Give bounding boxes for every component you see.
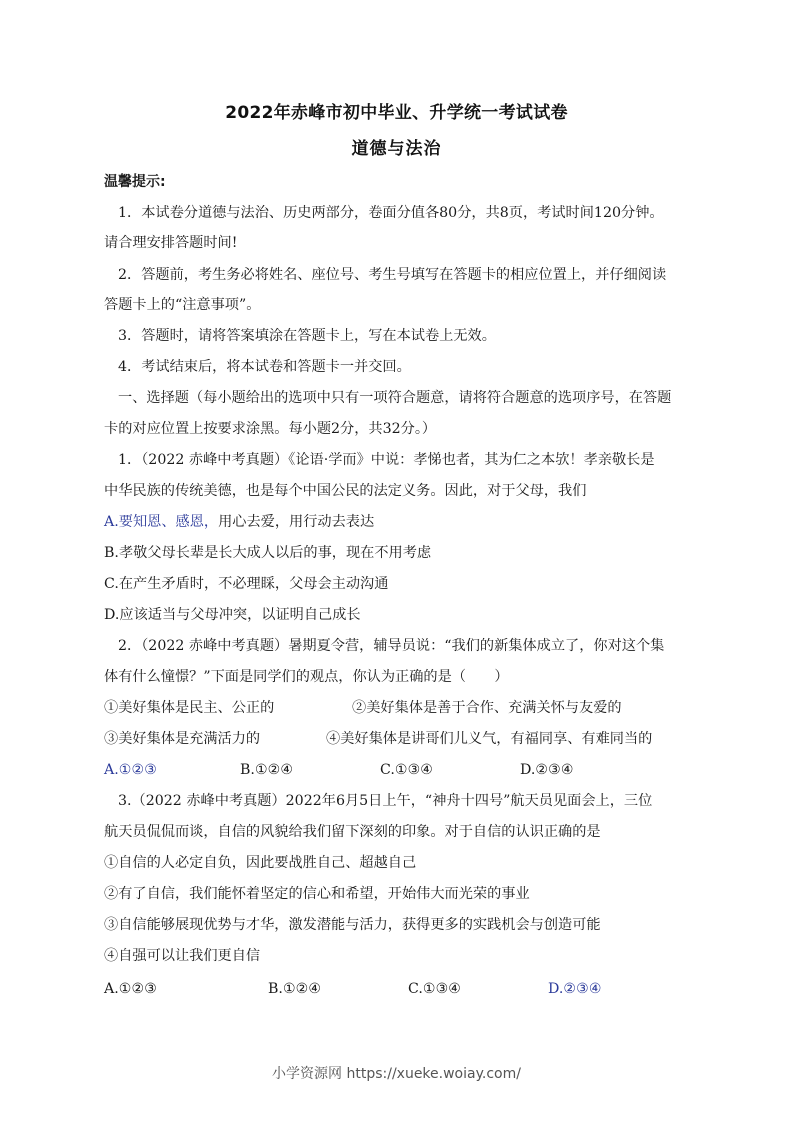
choice-text: ①②④ <box>254 762 294 778</box>
choice-text: ①②③ <box>118 981 157 997</box>
question-2-stem: 2．（2022 赤峰中考真题）暑期夏令营，辅导员说：“我们的新集体成立了，你对这个集 <box>118 638 665 654</box>
choice-label: A. <box>104 981 119 997</box>
choice-text: ①③④ <box>394 762 434 778</box>
question-2-stem-cont: 体有什么憧憬？”下面是同学们的观点，你认为正确的是（ ） <box>104 669 509 685</box>
question-3-stem: 3.（2022 赤峰中考真题）2022年6月5日上午，“神舟十四号”航天员见面会上，三位 <box>118 793 653 809</box>
choice-text: ②③④ <box>563 981 602 997</box>
question-2-choice-a <box>104 760 157 780</box>
option-label: D. <box>104 607 120 623</box>
option-label: A. <box>104 514 119 530</box>
section-heading: 一、选择题（每小题给出的选项中只有一项符合题意，请将符合题意的选项序号，在答题 <box>118 390 672 406</box>
exam-subject: 道德与法治 <box>351 139 442 159</box>
option-text: 应该适当与父母冲突，以证明自己成长 <box>119 607 361 623</box>
section-heading-cont: 卡的对应位置上按要求涂黑。每小题2分，共32分。） <box>104 421 437 437</box>
notice-item-1-cont: 请合理安排答题时间! <box>104 235 238 251</box>
choice-text: ①②④ <box>282 981 322 997</box>
choice-label: D. <box>548 981 564 997</box>
question-2-choice-b <box>240 760 293 780</box>
question-1-option-a <box>104 512 374 532</box>
choice-text: ①②③ <box>118 762 157 778</box>
option-label: C. <box>104 576 119 592</box>
question-2-choice-c <box>380 760 433 780</box>
question-2-statement-1: ①美好集体是民主、公正的 <box>104 700 275 716</box>
notice-heading: 温馨提示: <box>104 174 166 190</box>
choice-text: ②③④ <box>535 762 574 778</box>
notice-item-3: 3．答题时，请将答案填涂在答题卡上，写在本试卷上无效。 <box>118 328 496 344</box>
question-2-choice-d <box>520 760 574 780</box>
question-3-choice-d <box>548 979 602 999</box>
question-3-statement-1: ①自信的人必定自负，因此要战胜自己、超越自己 <box>104 855 417 871</box>
question-1-option-d <box>104 605 361 625</box>
question-3-choice-a <box>104 979 157 999</box>
question-1-option-b <box>104 543 431 563</box>
question-2-statement-4: ④美好集体是讲哥们儿义气，有福同享、有难同当的 <box>326 731 653 747</box>
question-2-statement-2: ②美好集体是善于合作、充满关怀与友爱的 <box>352 700 622 716</box>
choice-label: A. <box>104 762 119 778</box>
choice-label: B. <box>268 981 283 997</box>
choice-label: C. <box>380 762 395 778</box>
choice-label: C. <box>408 981 423 997</box>
choice-label: D. <box>520 762 536 778</box>
option-text: 孝敬父母长辈是长大成人以后的事，现在不用考虑 <box>118 545 432 561</box>
footer-watermark: 小学资源网 https://xueke.woiay.com/ <box>272 1066 521 1082</box>
question-3-stem-cont: 航天员侃侃而谈，自信的风貌给我们留下深刻的印象。对于自信的认识正确的是 <box>104 824 601 840</box>
question-3-statement-3: ③自信能够展现优势与才华，激发潜能与活力，获得更多的实践机会与创造可能 <box>104 917 601 933</box>
question-1-option-c <box>104 574 388 594</box>
notice-item-2: 2．答题前，考生务必将姓名、座位号、考生号填写在答题卡的相应位置上，并仔细阅读 <box>118 267 667 283</box>
answer-highlight: 要知恩、感恩， <box>118 514 219 530</box>
question-1-stem: 1．（2022 赤峰中考真题）《论语·学而》中说：孝悌也者，其为仁之本欤！孝亲敬长是 <box>118 452 655 468</box>
question-1-stem-cont: 中华民族的传统美德，也是每个中国公民的法定义务。因此，对于父母，我们 <box>104 483 587 499</box>
exam-title: 2022年赤峰市初中毕业、升学统一考试试卷 <box>225 103 568 123</box>
option-label: B. <box>104 545 119 561</box>
question-3-choice-b <box>268 979 321 999</box>
question-3-statement-2: ②有了自信，我们能怀着坚定的信心和希望，开始伟大而光荣的事业 <box>104 886 530 902</box>
choice-text: ①③④ <box>422 981 462 997</box>
option-text: 用心去爱，用行动去表达 <box>218 514 375 530</box>
question-3-statement-4: ④自强可以让我们更自信 <box>104 948 261 964</box>
notice-item-4: 4．考试结束后，将本试卷和答题卡一并交回。 <box>118 359 411 375</box>
option-text: 在产生矛盾时，不必理睬，父母会主动沟通 <box>118 576 389 592</box>
notice-item-2-cont: 答题卡上的“注意事项”。 <box>104 297 261 313</box>
question-3-choice-c <box>408 979 461 999</box>
question-2-statement-3: ③美好集体是充满活力的 <box>104 731 261 747</box>
notice-item-1: 1．本试卷分道德与法治、历史两部分，卷面分值各80分，共8页，考试时间120分钟。 <box>118 205 664 221</box>
choice-label: B. <box>240 762 255 778</box>
